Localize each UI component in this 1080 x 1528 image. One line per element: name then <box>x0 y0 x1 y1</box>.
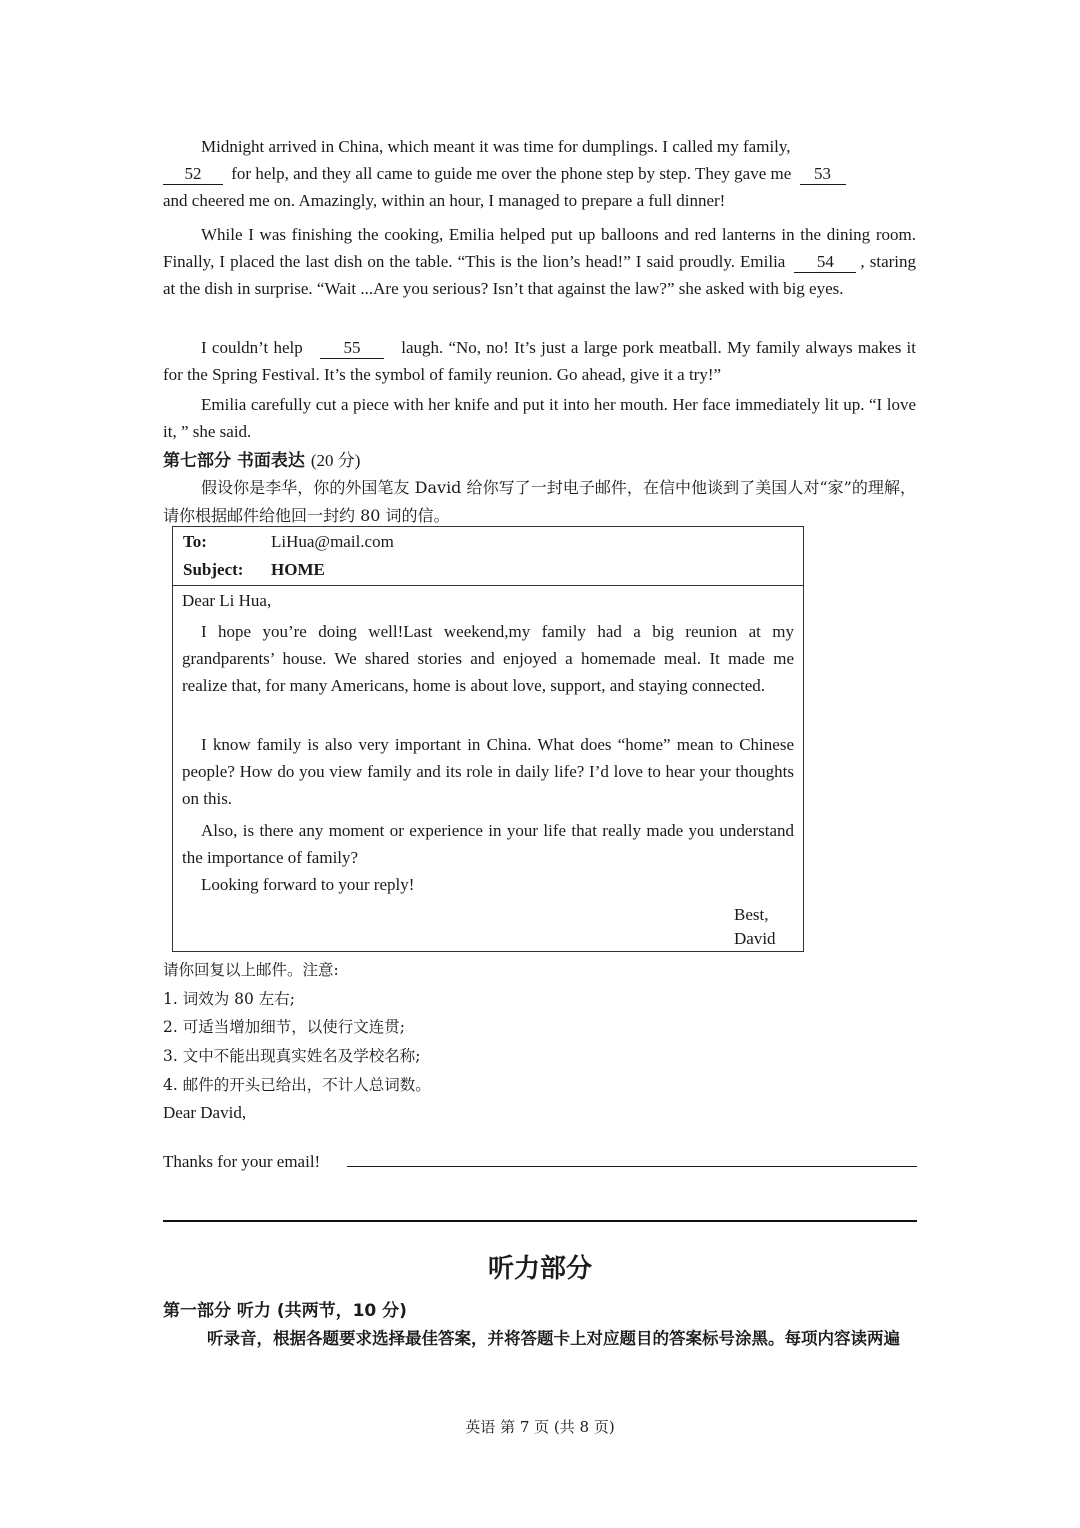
letter-greeting: Dear David, <box>163 1103 247 1122</box>
email-subject-label: Subject: <box>183 560 244 579</box>
listening-part-1-title: 第一部分 听力 (共两节，10 分) <box>163 1301 407 1321</box>
p4-text: Emilia carefully cut a piece with her knife and put it into her mouth. Her face immediately lit up. “I love it, ” she said. <box>163 395 916 441</box>
email-paragraph-2-text: I know family is also very important in China. What does “home” mean to Chinese people? How do you view family and its role in daily life? I’d love to hear your thoughts on this. <box>182 735 794 808</box>
note-item-3: 3. 文中不能出现真实姓名及学校名称; <box>163 1047 421 1065</box>
note-item-2: 2. 可适当增加细节，以使行文连贯; <box>163 1018 405 1036</box>
email-to-row <box>183 532 394 552</box>
blank-54: 54 <box>794 252 856 273</box>
email-paragraph-1-text: I hope you’re doing well!Last weekend,my family had a big reunion at my grandparents’ house. We shared stories and enjoyed a homemade meal. It made me realize that, for many Americans, home is about love, support, and staying connected. <box>182 622 794 695</box>
email-greeting: Dear Li Hua, <box>182 591 272 610</box>
email-subject-value: HOME <box>271 560 325 579</box>
section-divider <box>163 1220 917 1222</box>
note-item-1: 1. 词效为 80 左右; <box>163 990 296 1008</box>
passage-paragraph-2 <box>163 221 916 302</box>
p2-end: , staring at the dish in surprise. “Wait ...Are you serious? Isn’t that against the law?” she asked with big eyes. <box>163 252 916 298</box>
email-signoff <box>734 903 776 951</box>
answer-line[interactable] <box>347 1166 917 1167</box>
listening-instruction-text: 听录音，根据各题要求选择最佳答案，并将答题卡上对应题目的答案标号涂黑。每项内容读两遍 <box>207 1329 900 1348</box>
email-paragraph-3 <box>182 817 794 871</box>
section-7-instruction-text: 假设你是李华，你的外国笔友 David 给你写了一封电子邮件，在信中他谈到了美国人对“家”的理解，请你根据邮件给他回一封约 80 词的信。 <box>163 478 916 525</box>
p1-line1: Midnight arrived in China, which meant it was time for dumplings. I called my family, <box>201 137 791 156</box>
blank-55: 55 <box>320 338 384 359</box>
email-subject-row <box>183 560 325 580</box>
section-7-instruction <box>163 474 916 530</box>
p1-end: and cheered me on. Amazingly, within an hour, I managed to prepare a full dinner! <box>163 191 726 210</box>
email-header <box>173 527 803 586</box>
section-7-heading <box>163 446 360 471</box>
p1-mid: for help, and they all came to guide me over the phone step by step. They gave me <box>231 164 792 183</box>
listening-instruction <box>163 1325 916 1353</box>
email-paragraph-4-text: Looking forward to your reply! <box>201 875 415 894</box>
passage-paragraph-1 <box>163 133 916 214</box>
page-footer: 英语 第 7 页 (共 8 页) <box>465 1418 615 1436</box>
listening-title: 听力部分 <box>487 1254 592 1284</box>
email-signature: David <box>734 929 776 948</box>
email-to-value: LiHua@mail.com <box>271 532 394 551</box>
email-paragraph-2 <box>182 731 794 812</box>
email-to-label: To: <box>183 532 207 551</box>
section-7-title: 第七部分 书面表达 <box>163 451 305 471</box>
letter-opening: Thanks for your email! <box>163 1152 321 1171</box>
section-7-score: (20 分) <box>310 451 361 470</box>
email-paragraph-1 <box>182 618 794 699</box>
email-box <box>172 526 804 952</box>
passage-paragraph-3 <box>163 334 916 388</box>
email-paragraph-4 <box>182 871 794 898</box>
email-closing: Best, <box>734 905 769 924</box>
email-paragraph-3-text: Also, is there any moment or experience in your life that really made you understand the importance of family? <box>182 821 794 867</box>
blank-52: 52 <box>163 164 223 185</box>
notes-intro: 请你回复以上邮件。注意: <box>163 961 339 979</box>
p3-end: laugh. “No, no! It’s just a large pork meatball. My family always makes it for the Spring Festival. It’s the symbol of family reunion. Go ahead, give it a try!” <box>163 338 917 384</box>
blank-53: 53 <box>800 164 846 185</box>
note-item-4: 4. 邮件的开头已给出，不计人总词数。 <box>163 1076 431 1094</box>
p2-start: While I was finishing the cooking, Emilia helped put up balloons and red lanterns in the dining room. Finally, I placed the last dish on the table. “This is the lion’s head!” I said proudly. Emilia <box>163 225 916 271</box>
p3-start: I couldn’t help <box>201 338 303 357</box>
passage-paragraph-4 <box>163 391 916 445</box>
